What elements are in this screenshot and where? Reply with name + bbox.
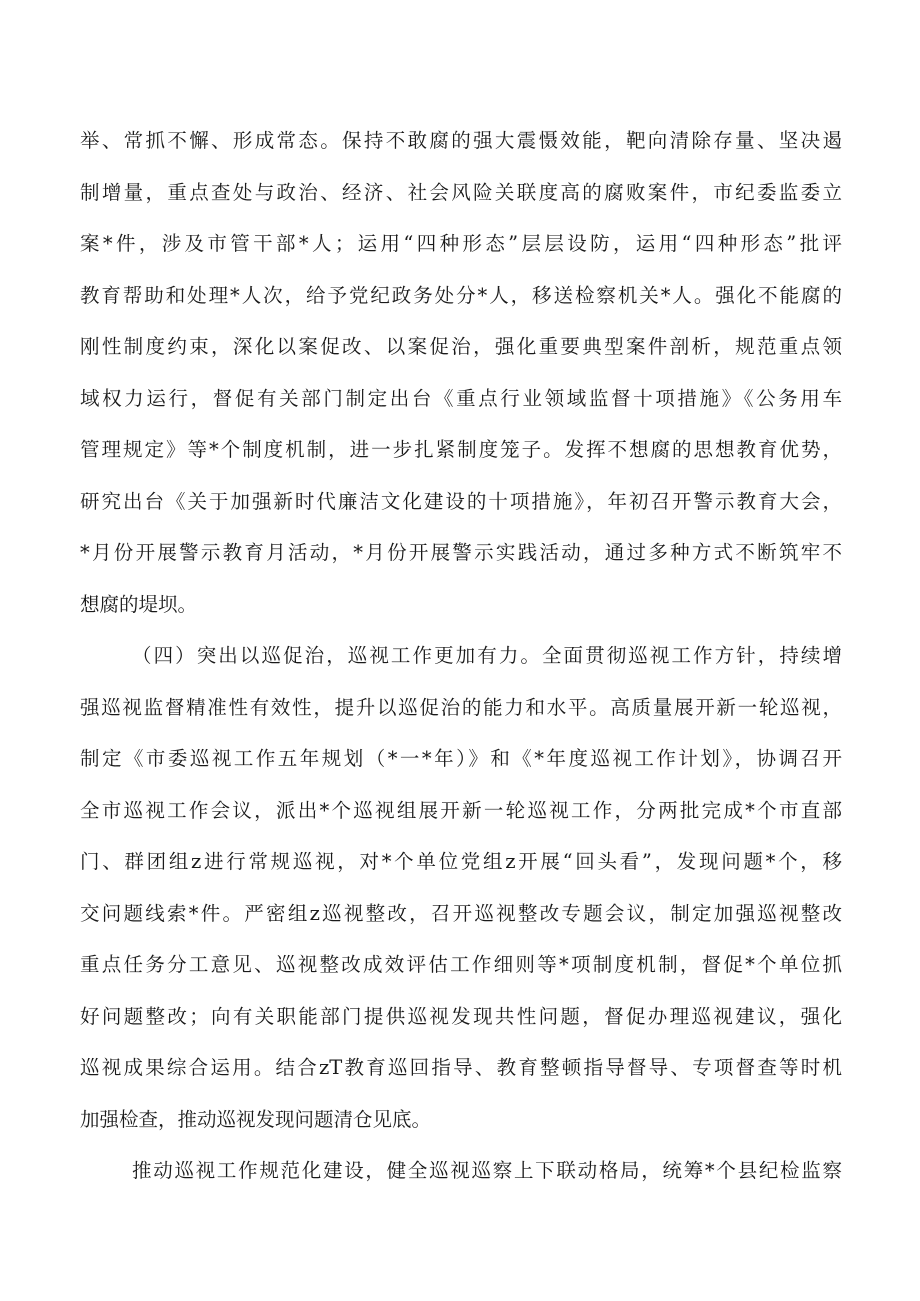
paragraph-line: 全市巡视工作会议，派出*个巡视组展开新一轮巡视工作，分两批完成*个市直部 [80,799,842,822]
paragraph-line: 好问题整改；向有关职能部门提供巡视发现共性问题，督促办理巡视建议，强化 [80,1005,842,1028]
paragraph-line: 强巡视监督精准性有效性，提升以巡促治的能力和水平。高质量展开新一轮巡视， [80,696,842,719]
paragraph-line: 举、常抓不懈、形成常态。保持不敢腐的强大震慑效能，靶向清除存量、坚决遏 [80,129,842,152]
paragraph-line: 巡视成果综合运用。结合zT教育巡回指导、教育整顿指导督导、专项督查等时机 [80,1056,842,1079]
paragraph-line: 想腐的堤坝。 [80,593,198,616]
paragraph-line: 研究出台《关于加强新时代廉洁文化建设的十项措施》，年初召开警示教育大会， [80,490,842,513]
paragraph-line: *月份开展警示教育月活动，*月份开展警示实践活动，通过多种方式不断筑牢不 [80,541,842,564]
paragraph-line: 重点任务分工意见、巡视整改成效评估工作细则等*项制度机制，督促*个单位抓 [80,953,842,976]
paragraph-line: 案*件，涉及市管干部*人；运用“四种形态”层层设防，运用“四种形态”批评 [80,232,842,255]
paragraph-line: 域权力运行，督促有关部门制定出台《重点行业领域监督十项措施》《公务用车 [80,387,842,410]
section-heading-line: （四）突出以巡促治，巡视工作更加有力。全面贯彻巡视工作方针，持续增 [132,644,842,667]
paragraph-line: 刚性制度约束，深化以案促改、以案促治，强化重要典型案件剖析，规范重点领 [80,335,842,358]
paragraph-line: 制增量，重点查处与政治、经济、社会风险关联度高的腐败案件，市纪委监委立 [80,181,842,204]
paragraph-line: 推动巡视工作规范化建设，健全巡视巡察上下联动格局，统筹*个县纪检监察 [132,1159,842,1182]
paragraph-line: 交问题线索*件。严密组z巡视整改，召开巡视整改专题会议，制定加强巡视整改 [80,902,842,925]
paragraph-line: 管理规定》等*个制度机制，进一步扎紧制度笼子。发挥不想腐的思想教育优势， [80,438,842,461]
paragraph-line: 加强检查，推动巡视发现问题清仓见底。 [80,1108,432,1131]
paragraph-line: 制定《市委巡视工作五年规划（*一*年）》和《*年度巡视工作计划》，协调召开 [80,747,842,770]
paragraph-line: 教育帮助和处理*人次，给予党纪政务处分*人，移送检察机关*人。强化不能腐的 [80,284,842,307]
paragraph-line: 门、群团组z进行常规巡视，对*个单位党组z开展“回头看”，发现问题*个，移 [80,850,842,873]
